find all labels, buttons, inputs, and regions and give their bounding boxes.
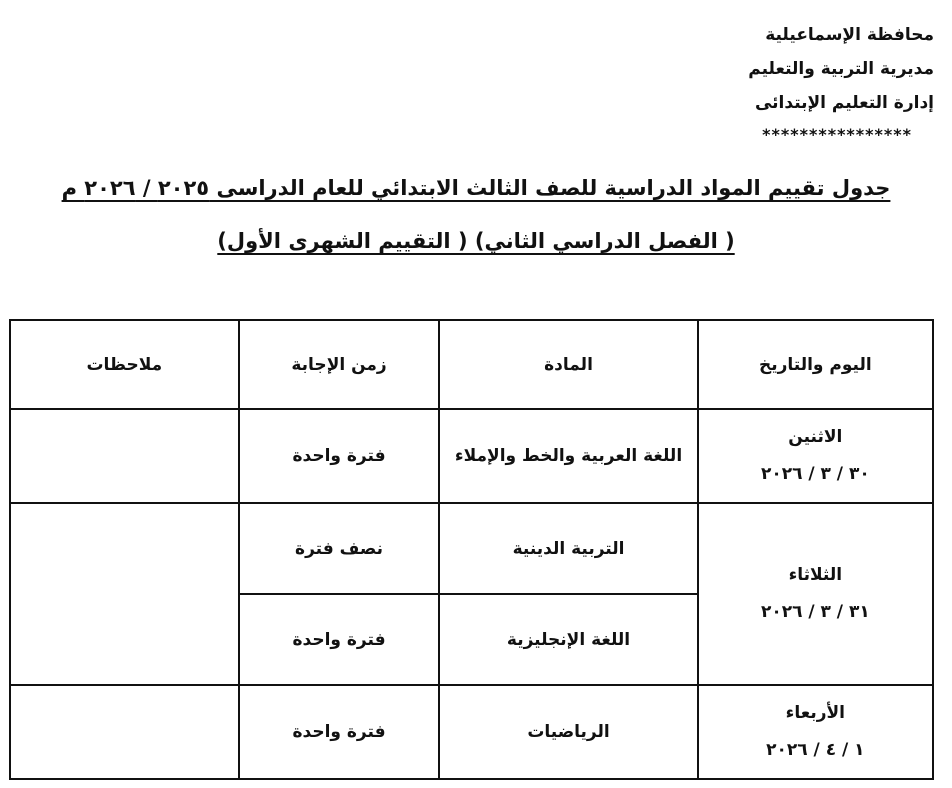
day-name: الثلاثاء (788, 565, 843, 585)
time-cell: فترة واحدة (239, 409, 440, 503)
day-name: الأربعاء (785, 703, 845, 723)
day-cell (698, 685, 933, 779)
header-notes: ملاحظات (10, 320, 239, 409)
day-cell (698, 409, 933, 503)
notes-cell (10, 503, 239, 685)
administration-label: إدارة التعليم الإبتدائى (754, 93, 934, 113)
subject-cell: الرياضيات (439, 685, 697, 779)
day-name: الاثنين (788, 427, 843, 447)
table-row (10, 685, 933, 779)
header-subject: المادة (439, 320, 697, 409)
day-cell (698, 503, 933, 685)
day-date: ١ / ٤ / ٢٠٢٦ (766, 740, 865, 760)
table-row (10, 503, 933, 594)
governorate-label: محافظة الإسماعيلية (765, 25, 934, 45)
time-cell: نصف فترة (239, 503, 440, 594)
subject-cell: اللغة الإنجليزية (439, 594, 697, 685)
day-date: ٣١ / ٣ / ٢٠٢٦ (760, 602, 870, 622)
subject-cell: اللغة العربية والخط والإملاء (439, 409, 697, 503)
header-day-date: اليوم والتاريخ (698, 320, 933, 409)
title-line-1: جدول تقييم المواد الدراسية للصف الثالث الابتدائي للعام الدراسى ٢٠٢٥ / ٢٠٢٦ م (61, 176, 891, 200)
document-title (0, 176, 952, 200)
notes-cell (10, 685, 239, 779)
header-block (748, 18, 934, 150)
header-answer-time: زمن الإجابة (239, 320, 440, 409)
time-cell: فترة واحدة (239, 685, 440, 779)
schedule-table (9, 319, 934, 780)
time-cell: فترة واحدة (239, 594, 440, 685)
title-line-2: ( الفصل الدراسي الثاني) ( التقييم الشهرى الأول) (217, 229, 735, 253)
day-date: ٣٠ / ٣ / ٢٠٢٦ (760, 464, 870, 484)
subject-cell: التربية الدينية (439, 503, 697, 594)
directorate-label: مديرية التربية والتعليم (748, 59, 934, 79)
table-row (10, 409, 933, 503)
notes-cell (10, 409, 239, 503)
separator-stars: **************** (762, 125, 912, 144)
document-subtitle (0, 229, 952, 253)
table-header-row (10, 320, 933, 409)
